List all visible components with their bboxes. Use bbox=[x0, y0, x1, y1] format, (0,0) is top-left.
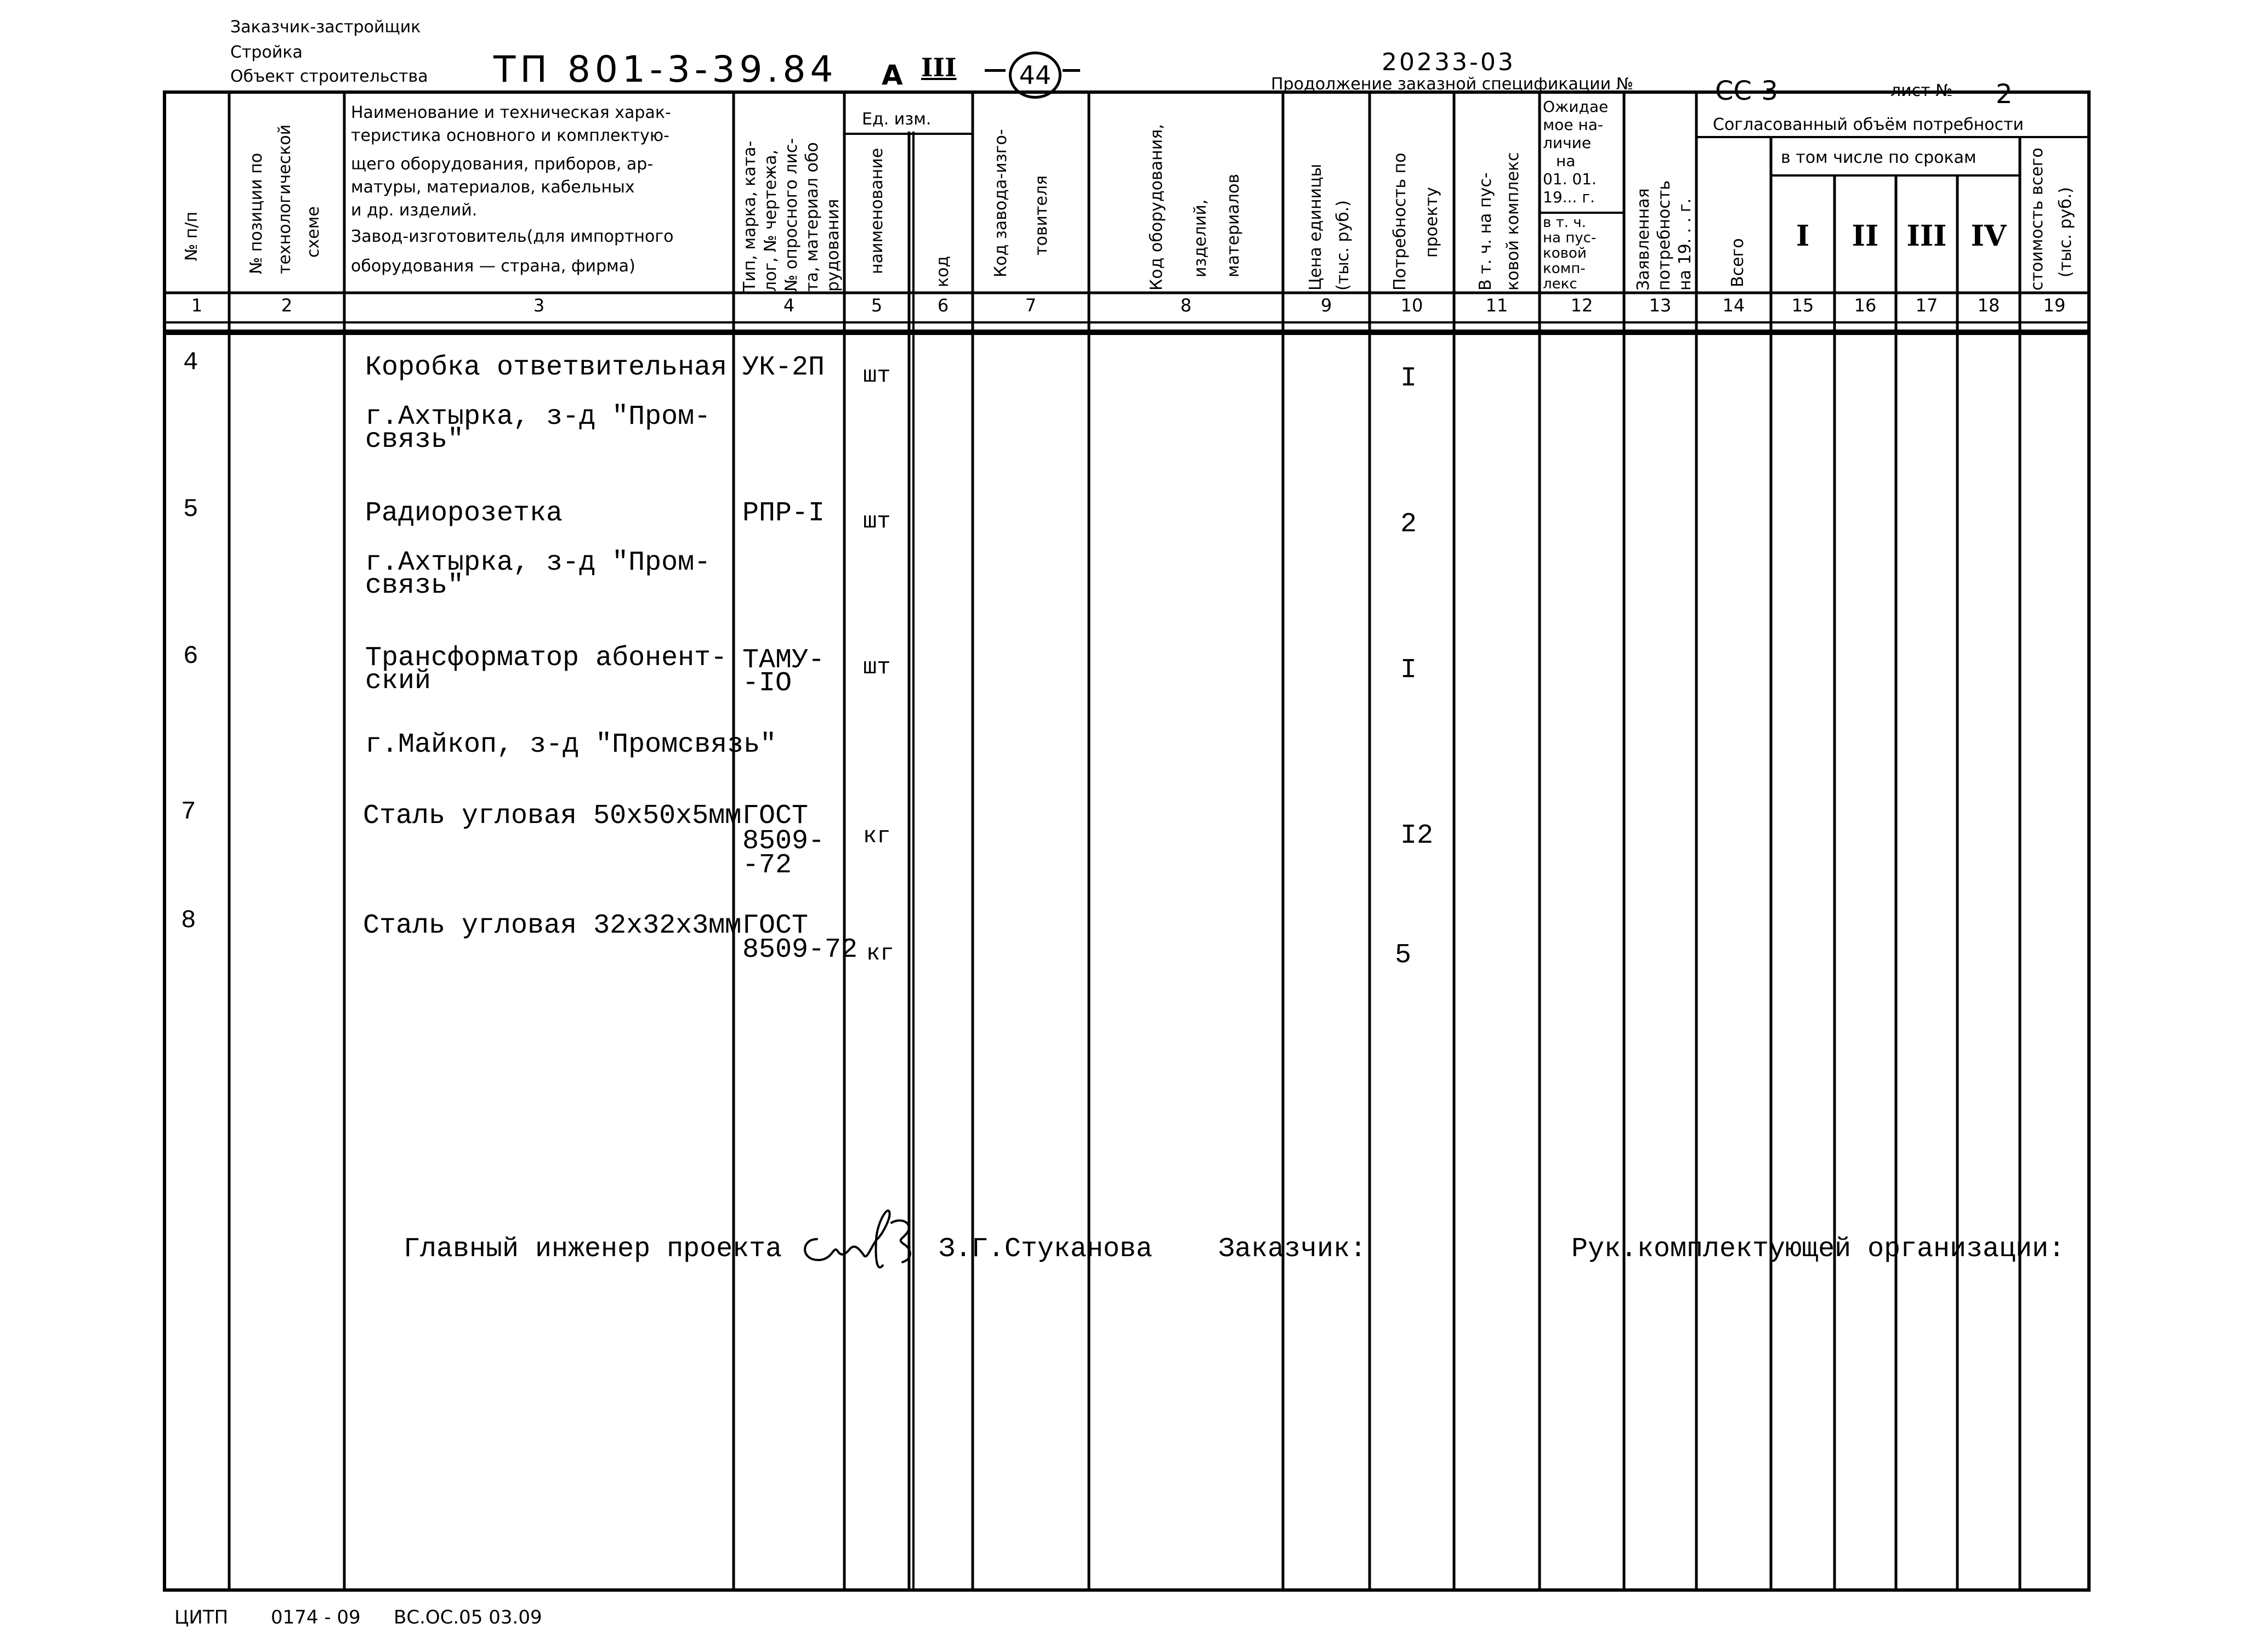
col1-header: № п/п bbox=[182, 211, 201, 261]
footer-code: ВС.ОС.05 03.09 bbox=[394, 1606, 542, 1628]
col2-header-line2: технологической bbox=[275, 124, 294, 274]
col14-header: Всего bbox=[1728, 238, 1747, 287]
colnum-12: 12 bbox=[1570, 295, 1593, 316]
col2-header-line3: схеме bbox=[304, 206, 323, 258]
row-number: 6 bbox=[183, 642, 198, 671]
colnum-15: 15 bbox=[1791, 295, 1814, 316]
construction-label: Стройка bbox=[230, 43, 303, 62]
col19-header-line1: стоимость всего bbox=[2028, 147, 2047, 291]
col9-header-line2: (тыс. руб.) bbox=[1333, 200, 1353, 291]
unit-group-header: Ед. изм. bbox=[862, 110, 932, 129]
col4-header-line4: та, материал обо bbox=[803, 142, 822, 292]
colnum-13: 13 bbox=[1649, 295, 1672, 316]
col10-header-line2: проекту bbox=[1422, 187, 1441, 258]
col4-header-line5: рудования bbox=[824, 198, 843, 292]
item-unit: шт bbox=[863, 654, 891, 680]
item-unit: кг bbox=[866, 940, 894, 967]
item-type-line3: -72 bbox=[742, 850, 792, 881]
sheet-number: 2 bbox=[1996, 79, 2013, 110]
customer-signature-label: Заказчик: bbox=[1218, 1234, 1367, 1265]
col2-header-line1: № позиции по bbox=[247, 152, 266, 274]
footer-org: ЦИТП bbox=[174, 1606, 229, 1628]
col5-header: наименование bbox=[867, 147, 887, 274]
col8-header-line1: Код оборудования, bbox=[1147, 124, 1166, 291]
col13-header-line2: потребность bbox=[1655, 180, 1674, 291]
page-circle: 44 bbox=[1009, 52, 1061, 99]
col19-header-line2: (тыс. руб.) bbox=[2056, 187, 2075, 277]
item-maker-line1: г.Майкоп, з-д "Промсвязь" bbox=[365, 729, 777, 760]
colnum-3: 3 bbox=[533, 295, 545, 316]
item-name: Сталь угловая 32х32х3мм bbox=[363, 910, 742, 941]
col3-header-line6: Завод-изготовитель(для импортного bbox=[351, 227, 674, 246]
col12-bottom-line3: ковой bbox=[1543, 245, 1587, 262]
item-name: Радиорозетка bbox=[365, 498, 563, 529]
item-qty: I bbox=[1400, 363, 1417, 394]
item-maker-line2: связь" bbox=[365, 570, 464, 601]
album-label: А bbox=[882, 59, 903, 91]
col9-header-line1: Цена единицы bbox=[1306, 163, 1325, 291]
row-number: 7 bbox=[181, 798, 196, 826]
colnum-4: 4 bbox=[783, 295, 795, 316]
colnum-1: 1 bbox=[191, 295, 203, 316]
col12-bottom-line5: лекс bbox=[1543, 276, 1577, 292]
col3-header-line7: оборудования — страна, фирма) bbox=[351, 257, 635, 276]
item-unit: шт bbox=[863, 508, 891, 535]
col3-header-line3: щего оборудования, приборов, ар- bbox=[351, 155, 654, 174]
item-type-line1: ГОСТ bbox=[742, 801, 809, 832]
doc-number: 20233-03 bbox=[1382, 48, 1515, 76]
item-unit: кг bbox=[863, 823, 891, 849]
item-type: РПР-I bbox=[742, 498, 825, 529]
colnum-2: 2 bbox=[281, 295, 293, 316]
col8-header-line3: материалов bbox=[1224, 173, 1243, 277]
col3-header-line4: матуры, материалов, кабельных bbox=[351, 178, 635, 197]
col12-top-header bbox=[1543, 98, 1623, 206]
customer-label: Заказчик-застройщик bbox=[230, 18, 421, 37]
item-qty: I bbox=[1400, 655, 1417, 686]
col16-header: II bbox=[1852, 219, 1879, 253]
item-type-line2: 8509- bbox=[742, 826, 825, 857]
colnum-9: 9 bbox=[1320, 295, 1332, 316]
album-roman: III bbox=[921, 53, 957, 82]
item-maker-line1: г.Ахтырка, з-д "Пром- bbox=[365, 547, 711, 578]
item-type-line2: -IO bbox=[742, 668, 792, 699]
col17-header: III bbox=[1906, 219, 1947, 253]
colnum-7: 7 bbox=[1025, 295, 1037, 316]
col7-header-line1: Код завода-изго- bbox=[991, 129, 1010, 277]
supplier-head-label: Рук.комплектующей организации: bbox=[1571, 1234, 2065, 1265]
col12-top-line6: 19... г. bbox=[1543, 188, 1595, 206]
col8-header-line2: изделий, bbox=[1191, 199, 1210, 277]
colnum-6: 6 bbox=[937, 295, 949, 316]
continuation-label: Продолжение заказной спецификации № bbox=[1271, 75, 1633, 94]
handwritten-signature bbox=[795, 1201, 932, 1278]
item-type-line1: ТАМУ- bbox=[742, 645, 825, 676]
object-label: Объект строительства bbox=[230, 67, 428, 86]
item-type-line2: 8509-72 bbox=[742, 934, 858, 966]
col7-header-line2: товителя bbox=[1032, 175, 1051, 256]
colnum-5: 5 bbox=[871, 295, 883, 316]
row-number: 4 bbox=[183, 348, 198, 377]
col4-header-line1: Тип, марка, ката- bbox=[740, 140, 759, 292]
col11-header-line2: ковой комплекс bbox=[1503, 152, 1523, 291]
row-number: 8 bbox=[181, 906, 196, 935]
col12-top-line3: личие bbox=[1543, 134, 1592, 152]
col3-header-line1: Наименование и техническая харак- bbox=[351, 103, 671, 122]
item-maker-line1: г.Ахтырка, з-д "Пром- bbox=[365, 401, 711, 433]
col12-bottom-line4: комп- bbox=[1543, 260, 1586, 277]
item-unit: шт bbox=[863, 362, 891, 389]
item-maker-line2: связь" bbox=[365, 424, 464, 456]
chief-engineer-label: Главный инженер проекта bbox=[404, 1234, 782, 1265]
col6-header: код bbox=[933, 256, 952, 287]
colnum-18: 18 bbox=[1977, 295, 2000, 316]
colnum-11: 11 bbox=[1485, 295, 1508, 316]
item-type: УК-2П bbox=[742, 352, 825, 383]
col12-bottom-header bbox=[1543, 215, 1623, 292]
colnum-17: 17 bbox=[1915, 295, 1938, 316]
terms-group-header: в том числе по срокам bbox=[1781, 148, 1977, 167]
col11-header-line1: В т. ч. на пус- bbox=[1476, 172, 1495, 291]
col13-header-line1: Заявленная bbox=[1634, 188, 1653, 291]
col12-top-line1: Ожидае bbox=[1543, 98, 1609, 116]
colnum-14: 14 bbox=[1722, 295, 1745, 316]
item-name: Сталь угловая 50х50х5мм bbox=[363, 801, 742, 832]
row-number: 5 bbox=[183, 495, 198, 524]
col4-header-line2: лог, № чертежа, bbox=[761, 149, 780, 292]
col4-header-line3: № опросного лис- bbox=[782, 138, 801, 292]
col3-header-line2: теристика основного и комплектую- bbox=[351, 126, 669, 145]
item-name: Коробка ответвительная bbox=[365, 352, 728, 383]
spec-code: СС-3 bbox=[1715, 76, 1778, 106]
col10-header-line1: Потребность по bbox=[1390, 152, 1410, 291]
col13-header-line3: на 19. . . г. bbox=[1676, 198, 1695, 291]
item-name: Трансформатор абонент- ский bbox=[365, 643, 728, 697]
col12-top-line2: мое на- bbox=[1543, 116, 1603, 134]
col3-header-line5: и др. изделий. bbox=[351, 201, 478, 220]
colnum-19: 19 bbox=[2043, 295, 2066, 316]
sheet-label: лист № bbox=[1890, 81, 1953, 100]
col12-top-line4: на bbox=[1556, 152, 1576, 170]
col12-bottom-line2: на пус- bbox=[1543, 230, 1597, 246]
item-qty: 2 bbox=[1400, 509, 1417, 540]
colnum-16: 16 bbox=[1854, 295, 1877, 316]
col18-header: IV bbox=[1971, 219, 2007, 253]
item-type-line1: ГОСТ bbox=[742, 910, 809, 941]
chief-engineer-name: З.Г.Стуканова bbox=[939, 1234, 1153, 1265]
project-code: ТП 801-3-39.84 bbox=[493, 48, 838, 90]
item-qty: 5 bbox=[1395, 940, 1412, 971]
agreed-group-header: Согласованный объём потребности bbox=[1713, 115, 2024, 134]
colnum-10: 10 bbox=[1400, 295, 1423, 316]
footer-number: 0174 - 09 bbox=[271, 1606, 361, 1628]
colnum-8: 8 bbox=[1180, 295, 1192, 316]
col12-bottom-line1: в т. ч. bbox=[1543, 214, 1586, 231]
col12-top-line5: 01. 01. bbox=[1543, 170, 1597, 188]
col15-header: I bbox=[1796, 219, 1810, 253]
item-qty: I2 bbox=[1400, 820, 1434, 851]
